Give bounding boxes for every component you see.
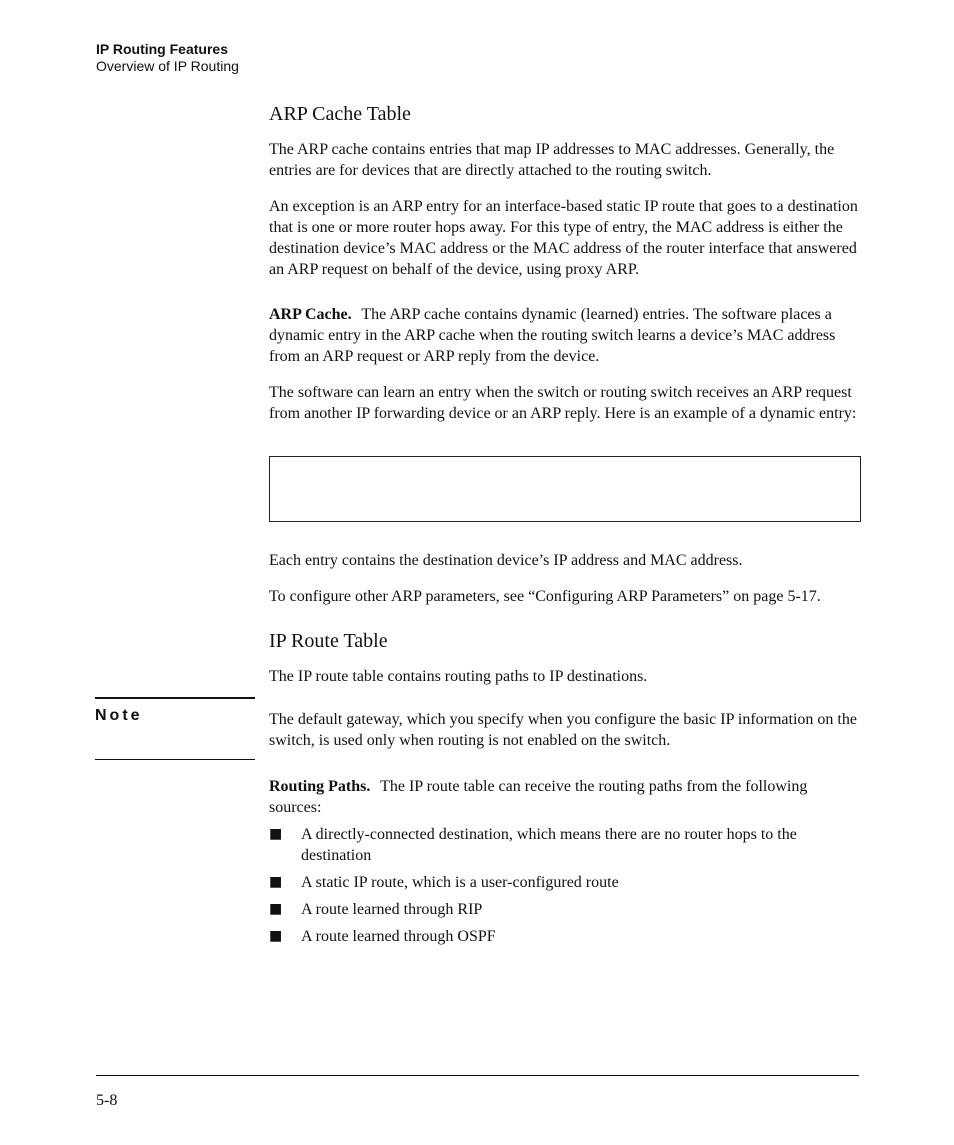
chapter-title: IP Routing Features [96,41,228,57]
routing-paths-text: The IP route table can receive the routing paths from the following sources: [269,777,808,817]
note-top-rule [95,697,255,699]
arp-intro-paragraph: The ARP cache contains entries that map IP addresses to MAC addresses. Generally, the entries are for devices that are directly attached to the routing switch. [269,141,835,180]
list-item [269,926,861,947]
square-bullet-icon: ■ [269,874,283,891]
ip-route-table-heading: IP Route Table [269,629,388,652]
arp-configure-reference-paragraph: To configure other ARP parameters, see “Configuring ARP Parameters” on page 5-17. [269,587,821,605]
arp-cache-text: The ARP cache contains dynamic (learned) entries. The software places a dynamic entry in the ARP cache when the routing switch learns a device’s MAC address from an ARP request or ARP reply from the device. [269,305,836,366]
section-title: Overview of IP Routing [96,58,239,74]
arp-entry-contents-paragraph: Each entry contains the destination device’s IP address and MAC address. [269,552,743,570]
list-item [269,872,861,893]
note-text: The default gateway, which you specify when you configure the basic IP information on the switch, is used only when routing is not enabled on the switch. [269,711,857,750]
arp-cache-run-in-heading: ARP Cache. [269,305,352,323]
list-item-text: A route learned through OSPF [301,928,496,946]
list-item-text: A directly-connected destination, which means there are no router hops to the destination [301,826,797,865]
square-bullet-icon: ■ [269,901,283,918]
list-item-text: A route learned through RIP [301,901,483,919]
arp-learn-paragraph: The software can learn an entry when the switch or routing switch receives an ARP request from another IP forwarding device or an ARP reply. Here is an example of a dynamic entry: [269,383,857,422]
running-header [96,41,239,75]
main-content [95,102,861,953]
square-bullet-icon: ■ [269,826,283,843]
arp-cache-paragraph [269,304,861,368]
arp-cache-table-heading: ARP Cache Table [269,103,411,125]
routing-paths-run-in-heading: Routing Paths. [269,777,371,795]
route-intro-paragraph: The IP route table contains routing paths to IP destinations. [269,667,648,685]
dynamic-entry-example-box [269,456,861,522]
square-bullet-icon: ■ [269,928,283,945]
routing-paths-paragraph [269,776,861,819]
note-block [95,701,861,758]
arp-exception-paragraph: An exception is an ARP entry for an interface-based static IP route that goes to a destination that is one or more router hops away. For this type of entry, the MAC address is either the destination device’s MAC address or the MAC address of the router interface that answered an ARP request on behalf of the device, using proxy ARP. [269,197,858,279]
list-item [269,824,861,866]
note-bottom-rule [95,759,255,760]
page-number: 5-8 [96,1092,118,1109]
note-label: Note [95,707,143,725]
list-item [269,899,861,920]
list-item-text: A static IP route, which is a user-configured route [301,874,619,892]
routing-sources-list [269,824,861,947]
footer-rule [96,1075,859,1076]
